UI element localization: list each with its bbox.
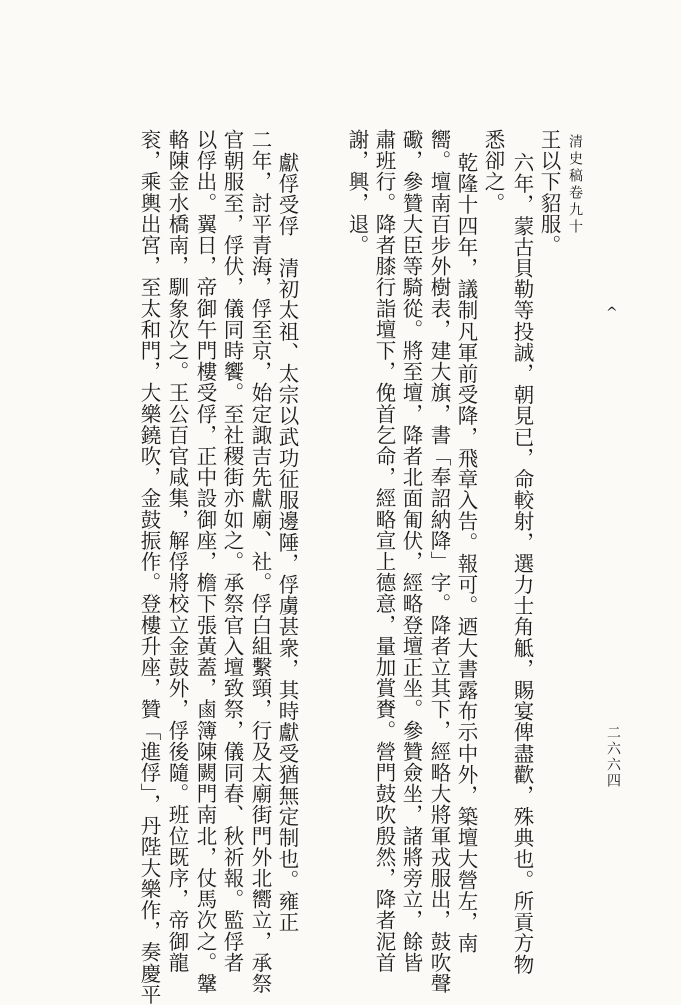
running-header: 清史稿卷九十 — [567, 134, 583, 236]
page-number: 二六六四 — [605, 725, 621, 789]
text-column: 輅陳金水橋南，馴象次之。王公百官咸集，解俘將校立金鼓外，俘後隨。班位既序，帝御龍 — [165, 129, 189, 973]
text-column: 二年，討平青海，俘至京，始定諏吉先獻廟、社。俘白組繫頸，行及太廟街門外北嚮立，承祭 — [248, 129, 272, 995]
page-mark: ^ — [606, 305, 618, 321]
text-column: 悉卻之。 — [481, 129, 505, 214]
text-column: 王以下貂服。 — [537, 129, 561, 256]
text-column: 官朝服至，俘伏，儀同時饗。至社稷街亦如之。承祭官入壇致祭，儀同春、秋祈報。監俘者 — [220, 129, 244, 973]
text-column: 以俘出。翼日，帝御午門樓受俘，正中設御座，檐下張黃蓋，鹵簿陳闕門南北，仗馬次之。鞶 — [193, 129, 217, 995]
text-column: 衮，乘輿出宮，至太和門，大樂鐃吹，金鼓振作。登樓升座，贊「進俘」，丹陛大樂作，奏慶平 — [137, 129, 161, 1005]
text-column: 獻俘受俘 清初太祖、太宗以武功征服邊陲，俘虜甚衆，其時獻受猶無定制也。雍正 — [275, 152, 299, 933]
text-column: 礮，參贊大臣等騎從。將至壇，降者北面匍伏，經略登壇正坐。參贊僉坐，諸將旁立，餘皆 — [399, 129, 423, 973]
text-column: 謝，興，退。 — [345, 129, 369, 256]
text-column: 肅班行。降者膝行詣壇下，俛首乞命，經略宣上德意，量加賞賚。營門鼓吹殷然，降者泥首 — [372, 129, 396, 973]
text-column: 六年，蒙古貝勒等投誠，朝見已，命較射，選力士角觝，賜宴俾盡歡，殊典也。所貢方物 — [510, 152, 534, 975]
text-column: 乾隆十四年，議制凡軍前受降，飛章入告。報可。迺大書露布示中外，築壇大營左，南 — [454, 152, 478, 954]
text-column: 嚮。壇南百步外樹表，建大旗，書「奉詔納降」字。降者立其下，經略大將軍戎服出，鼓吹聲 — [427, 129, 451, 995]
